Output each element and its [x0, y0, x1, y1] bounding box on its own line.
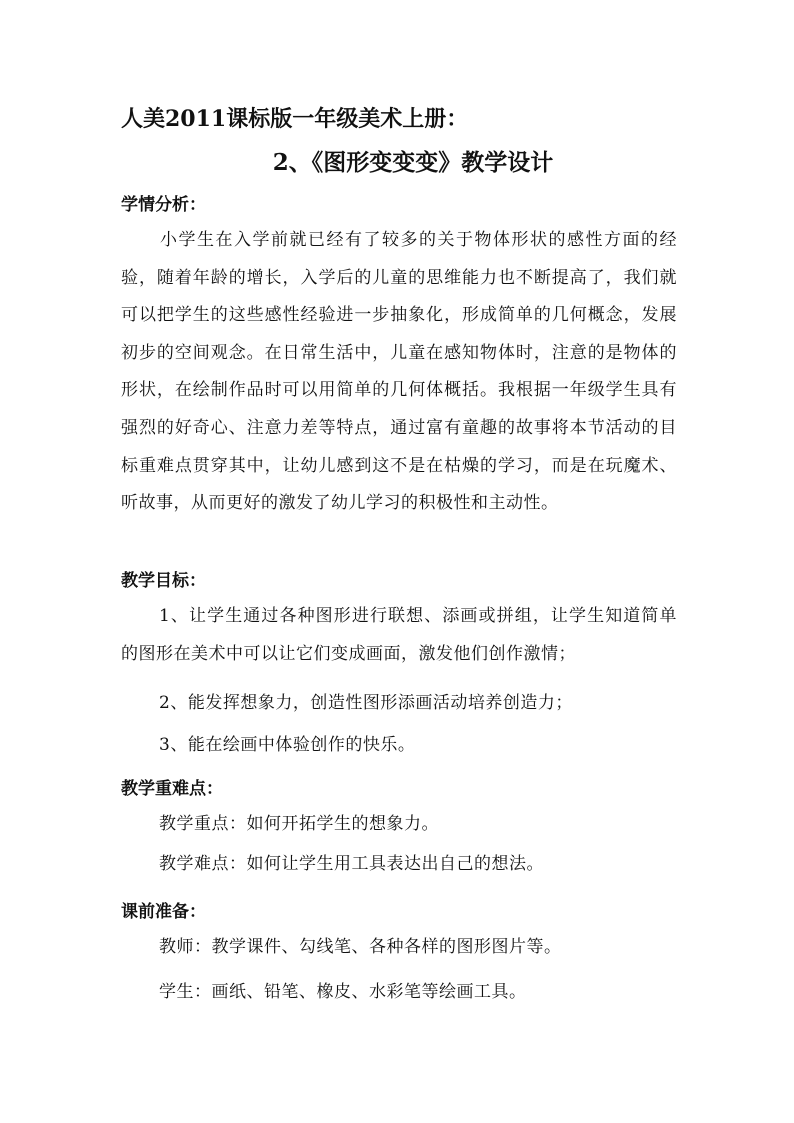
preparation-item-text: 学生：画纸、铅笔、橡皮、水彩笔等绘画工具。 [159, 982, 527, 1002]
goal-item-text: 1、让学生通过各种图形进行联想、添画或拼组，让学生知道简单的图形在美术中可以让它们变成画面，激发他们创作激情； [121, 606, 677, 664]
section-heading-key-points: 教学重难点： [121, 779, 223, 799]
section-heading-preparation: 课前准备： [121, 902, 206, 922]
key-point-item [121, 806, 677, 844]
section-heading-goals: 教学目标： [121, 571, 206, 591]
section-heading-analysis: 学情分析： [121, 195, 206, 215]
preparation-item [121, 974, 677, 1012]
document-title-line2: 2、《图形变变变》教学设计 [272, 149, 554, 176]
preparation-item [121, 929, 677, 967]
goal-item [121, 598, 677, 673]
key-point-item [121, 846, 677, 884]
key-point-item-text: 教学重点：如何开拓学生的想象力。 [159, 814, 439, 834]
analysis-paragraph [121, 222, 677, 523]
goal-item [121, 727, 677, 765]
goal-item-text: 2、能发挥想象力，创造性图形添画活动培养创造力； [159, 693, 573, 713]
document-title-line1: 人美2011课标版一年级美术上册： [121, 106, 469, 132]
goal-item [121, 685, 677, 723]
goal-item-text: 3、能在绘画中体验创作的快乐。 [159, 735, 416, 755]
analysis-paragraph-text: 小学生在入学前就已经有了较多的关于物体形状的感性方面的经验，随着年龄的增长，入学后的儿童的思维能力也不断提高了，我们就可以把学生的这些感性经验进一步抽象化，形成简单的几何概念，发展初步的空间观念。在日常生活中，儿童在感知物体时，注意的是物体的形状，在绘制作品时可以用简单的几何体概括。我根据一年级学生具有强烈的好奇心、注意力差等特点，通过富有童趣的故事将本节活动的目标重难点贯穿其中，让幼儿感到这不是在枯燥的学习，而是在玩魔术、听故事，从而更好的激发了幼儿学习的积极性和主动性。 [121, 230, 677, 514]
key-point-item-text: 教学难点：如何让学生用工具表达出自己的想法。 [159, 854, 544, 874]
preparation-item-text: 教师：教学课件、勾线笔、各种各样的图形图片等。 [159, 937, 562, 957]
